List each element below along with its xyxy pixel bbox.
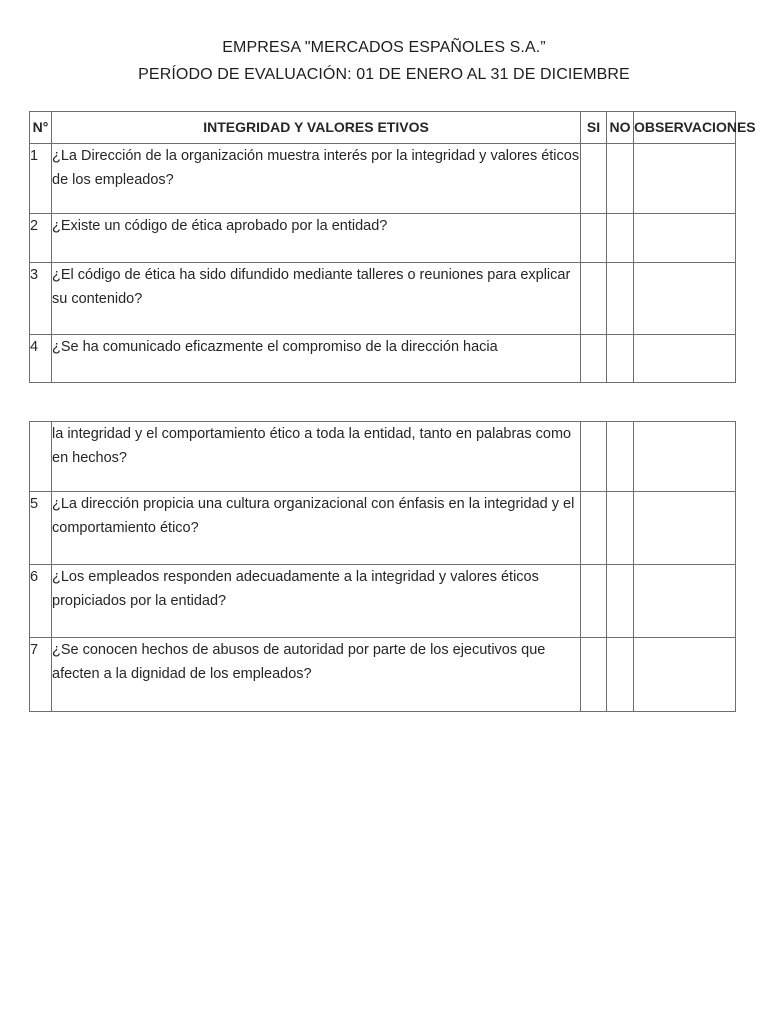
table-row bbox=[30, 335, 736, 383]
row-question: ¿La Dirección de la organización muestra interés por la integridad y valores éticos de los empleados? bbox=[52, 144, 581, 214]
row-number: 4 bbox=[30, 335, 52, 383]
table-row bbox=[30, 422, 736, 492]
column-header-si: SI bbox=[581, 112, 607, 144]
no-cell[interactable] bbox=[607, 144, 634, 214]
no-cell[interactable] bbox=[607, 492, 634, 565]
observations-cell[interactable] bbox=[634, 638, 736, 712]
no-cell[interactable] bbox=[607, 263, 634, 335]
table-row bbox=[30, 565, 736, 638]
row-number: 2 bbox=[30, 214, 52, 263]
checklist-table bbox=[29, 111, 756, 383]
row-question: ¿Se conocen hechos de abusos de autoridad por parte de los ejecutivos que afecten a la dignidad de los empleados? bbox=[52, 638, 581, 712]
observations-cell[interactable] bbox=[634, 335, 736, 383]
row-question: ¿Existe un código de ética aprobado por la entidad? bbox=[52, 214, 581, 263]
si-cell[interactable] bbox=[581, 422, 607, 492]
row-number: 1 bbox=[30, 144, 52, 214]
company-title: EMPRESA "MERCADOS ESPAÑOLES S.A.” bbox=[222, 39, 546, 56]
table-row bbox=[30, 214, 736, 263]
table-row bbox=[30, 263, 736, 335]
observations-cell[interactable] bbox=[634, 144, 736, 214]
no-cell[interactable] bbox=[607, 335, 634, 383]
si-cell[interactable] bbox=[581, 492, 607, 565]
no-cell[interactable] bbox=[607, 638, 634, 712]
row-number: 5 bbox=[30, 492, 52, 565]
si-cell[interactable] bbox=[581, 638, 607, 712]
observations-cell[interactable] bbox=[634, 565, 736, 638]
no-cell[interactable] bbox=[607, 565, 634, 638]
evaluation-period: PERÍODO DE EVALUACIÓN: 01 DE ENERO AL 31 DE DICIEMBRE bbox=[138, 66, 630, 83]
no-cell[interactable] bbox=[607, 422, 634, 492]
column-header-observations: OBSERVACIONES bbox=[634, 112, 736, 144]
row-question: ¿El código de ética ha sido difundido mediante talleres o reuniones para explicar su contenido? bbox=[52, 263, 581, 335]
row-question: ¿La dirección propicia una cultura organizacional con énfasis en la integridad y el comportamiento ético? bbox=[52, 492, 581, 565]
checklist-table-continuation bbox=[29, 421, 736, 712]
table-row bbox=[30, 492, 736, 565]
row-number bbox=[30, 422, 52, 492]
column-header-question: INTEGRIDAD Y VALORES ETIVOS bbox=[52, 112, 581, 144]
observations-cell[interactable] bbox=[634, 214, 736, 263]
si-cell[interactable] bbox=[581, 214, 607, 263]
table-row bbox=[30, 144, 736, 214]
row-number: 6 bbox=[30, 565, 52, 638]
row-question: ¿Se ha comunicado eficazmente el compromiso de la dirección hacia bbox=[52, 335, 581, 383]
observations-cell[interactable] bbox=[634, 263, 736, 335]
no-cell[interactable] bbox=[607, 214, 634, 263]
row-question: ¿Los empleados responden adecuadamente a la integridad y valores éticos propiciados por la entidad? bbox=[52, 565, 581, 638]
column-header-no: NO bbox=[607, 112, 634, 144]
row-number: 7 bbox=[30, 638, 52, 712]
si-cell[interactable] bbox=[581, 263, 607, 335]
row-number: 3 bbox=[30, 263, 52, 335]
si-cell[interactable] bbox=[581, 335, 607, 383]
observations-cell[interactable] bbox=[634, 422, 736, 492]
column-header-number: N° bbox=[30, 112, 52, 144]
table-header-row bbox=[30, 112, 736, 144]
si-cell[interactable] bbox=[581, 565, 607, 638]
row-question: la integridad y el comportamiento ético a toda la entidad, tanto en palabras como en hechos? bbox=[52, 422, 581, 492]
observations-cell[interactable] bbox=[634, 492, 736, 565]
si-cell[interactable] bbox=[581, 144, 607, 214]
table-row bbox=[30, 638, 736, 712]
